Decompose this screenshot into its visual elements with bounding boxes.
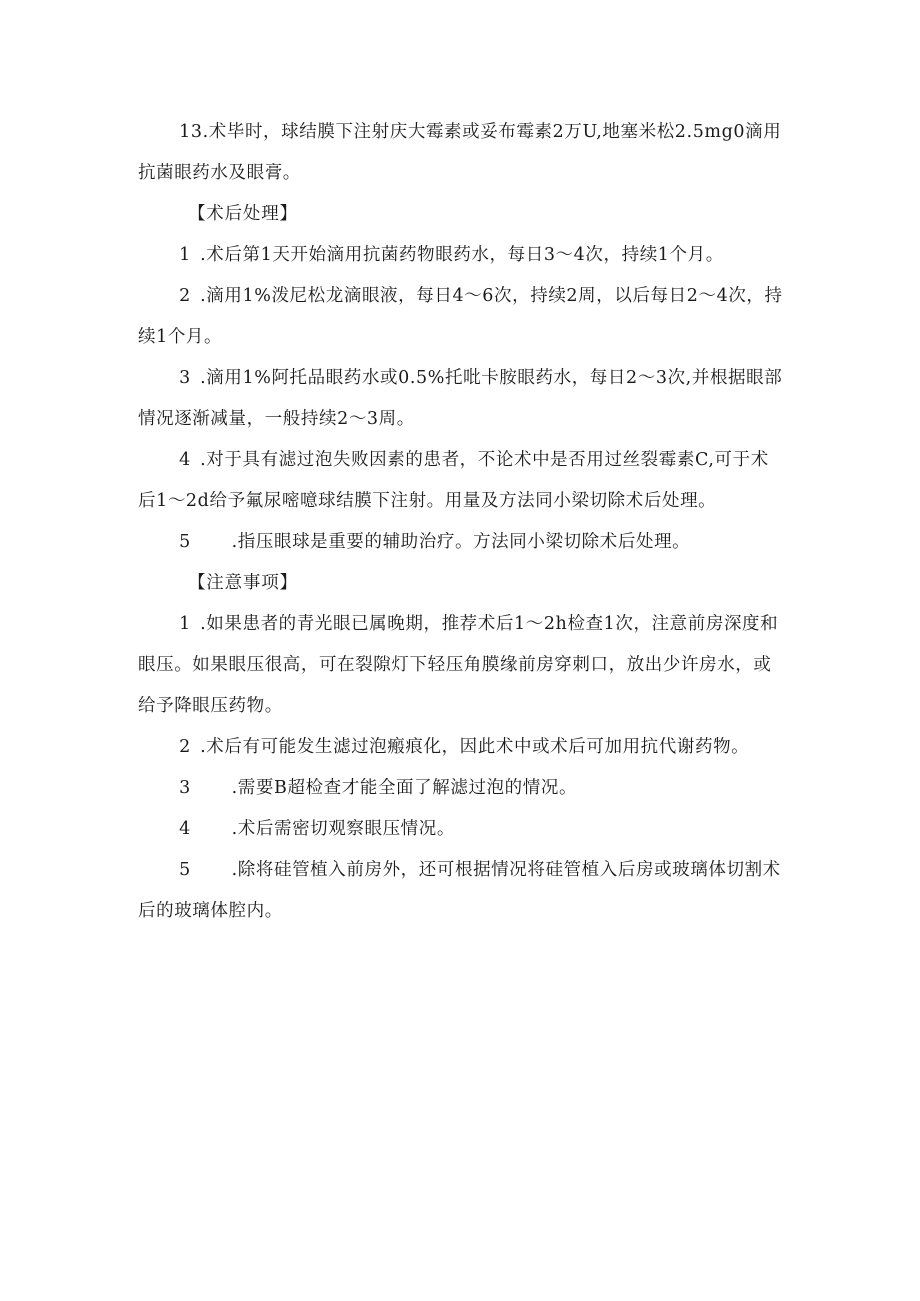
- numbered-paragraph: [138, 809, 786, 850]
- paragraph-text: .指压眼球是重要的辅助治疗。方法同小梁切除术后处理。: [231, 532, 691, 552]
- paragraph-text: .除将硅管植入前房外，还可根据情况将硅管植入后房或玻璃体切割术后的玻璃体腔内。: [138, 860, 781, 921]
- paragraph-text: .术后有可能发生滤过泡瘢痕化，因此术中或术后可加用抗代谢药物。: [200, 737, 750, 757]
- paragraph-number: 1: [179, 245, 191, 265]
- paragraph-text: .滴用1%阿托品眼药水或0.5%托吡卡胺眼药水，每日2〜3次,并根据眼部情况逐渐减量，一般持续2〜3周。: [138, 368, 783, 429]
- paragraph-number: 13: [179, 122, 203, 142]
- paragraph-number: 1: [179, 614, 191, 634]
- paragraph-number: 5: [179, 860, 191, 880]
- paragraph-number: 2: [179, 737, 191, 757]
- paragraph-text: .术毕时，球结膜下注射庆大霉素或妥布霉素2万U,地塞米松2.5mg0滴用抗菌眼药水及眼膏。: [138, 122, 782, 183]
- section-heading: 【术后处理】: [188, 204, 298, 224]
- paragraph-text: .术后需密切观察眼压情况。: [231, 819, 455, 839]
- paragraph-number: 4: [179, 819, 191, 839]
- numbered-paragraph: [138, 727, 786, 768]
- paragraph-text: .滴用1%泼尼松龙滴眼液，每日4〜6次，持续2周，以后每日2〜4次，持续1个月。: [138, 286, 783, 347]
- paragraph-number: 3: [179, 778, 191, 798]
- document-body: [138, 112, 786, 932]
- paragraph-number: 4: [179, 450, 191, 470]
- paragraph-number: 5: [179, 532, 191, 552]
- section-heading: 【注意事项】: [188, 573, 298, 593]
- paragraph-text: .术后第1天开始滴用抗菌药物眼药水，每日3〜4次，持续1个月。: [200, 245, 724, 265]
- numbered-paragraph: [138, 276, 786, 358]
- numbered-paragraph: [138, 604, 786, 727]
- numbered-paragraph: [138, 235, 786, 276]
- numbered-paragraph: [138, 850, 786, 932]
- numbered-paragraph: [138, 358, 786, 440]
- numbered-paragraph: [138, 522, 786, 563]
- paragraph-number: 3: [179, 368, 191, 388]
- paragraph-number: 2: [179, 286, 191, 306]
- paragraph-text: .对于具有滤过泡失败因素的患者，不论术中是否用过丝裂霉素C,可于术后1〜2d给予氟尿嘧噫球结膜下注射。用量及方法同小梁切除术后处理。: [138, 450, 769, 511]
- paragraph-text: .如果患者的青光眼已属晚期，推荐术后1〜2h检查1次，注意前房深度和眼压。如果眼压很高，可在裂隙灯下轻压角膜缘前房穿刺口，放出少许房水，或给予降眼压药物。: [138, 614, 779, 716]
- numbered-paragraph: [138, 112, 786, 194]
- paragraph-text: .需要B超检查才能全面了解滤过泡的情况。: [231, 778, 578, 798]
- numbered-paragraph: [138, 768, 786, 809]
- numbered-paragraph: [138, 440, 786, 522]
